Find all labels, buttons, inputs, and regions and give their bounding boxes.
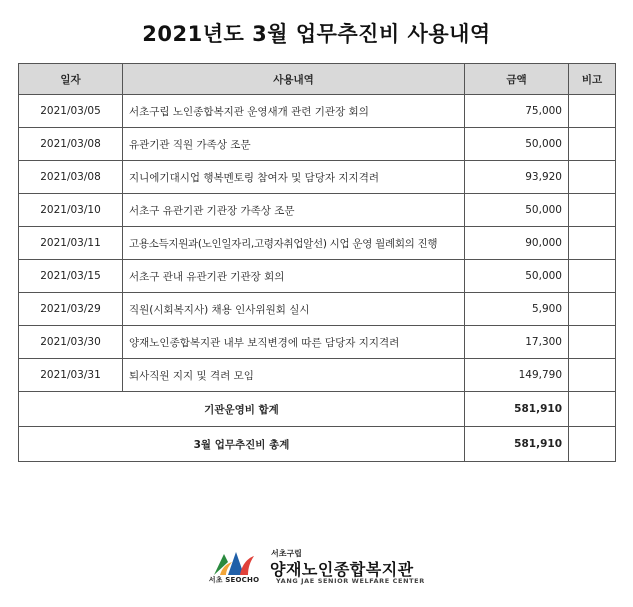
expense-table	[18, 63, 616, 462]
subtotal-label: 기관운영비 합계	[19, 392, 465, 427]
row-description: 지니에기대시업 행복멘토링 참여자 및 담당자 지지격려	[123, 161, 465, 194]
total-amount: 581,910	[465, 427, 569, 462]
row-note	[569, 194, 616, 227]
table-row	[19, 128, 616, 161]
column-header-date: 일자	[19, 64, 123, 95]
subtotal-row	[19, 392, 616, 427]
row-description: 서초구 관내 유관기관 기관장 회의	[123, 260, 465, 293]
row-date: 2021/03/15	[19, 260, 123, 293]
row-amount: 149,790	[465, 359, 569, 392]
row-description: 퇴사직원 지지 및 격려 모임	[123, 359, 465, 392]
row-date: 2021/03/05	[19, 95, 123, 128]
row-date: 2021/03/29	[19, 293, 123, 326]
table-row	[19, 326, 616, 359]
row-description: 유관기관 직원 가족상 조문	[123, 128, 465, 161]
column-header-description: 사용내역	[123, 64, 465, 95]
table-row	[19, 194, 616, 227]
row-amount: 75,000	[465, 95, 569, 128]
row-amount: 5,900	[465, 293, 569, 326]
row-note	[569, 260, 616, 293]
row-amount: 50,000	[465, 194, 569, 227]
row-date: 2021/03/08	[19, 128, 123, 161]
row-description: 직원(시회복지사) 채용 인사위원회 실시	[123, 293, 465, 326]
row-amount: 17,300	[465, 326, 569, 359]
row-date: 2021/03/11	[19, 227, 123, 260]
subtotal-note	[569, 392, 616, 427]
org-sub-label: 서초구립	[271, 549, 302, 558]
row-note	[569, 95, 616, 128]
seocho-logo-text: 서초 SEOCHO	[208, 576, 260, 584]
page-title: 2021년도 3월 업무추진비 사용내역	[142, 22, 491, 46]
row-description: 양재노인종합복지관 내부 보직변경에 따른 담당자 지지격려	[123, 326, 465, 359]
table-row	[19, 95, 616, 128]
seocho-logo-icon	[206, 548, 260, 576]
table-header-row	[19, 64, 616, 95]
row-date: 2021/03/30	[19, 326, 123, 359]
table-row	[19, 260, 616, 293]
table-row	[19, 227, 616, 260]
row-description: 서초구 유관기관 기관장 가족상 조문	[123, 194, 465, 227]
row-note	[569, 359, 616, 392]
row-date: 2021/03/31	[19, 359, 123, 392]
total-label: 3월 업무추진비 총계	[19, 427, 465, 462]
org-name: 양재노인종합복지관	[270, 560, 414, 579]
row-note	[569, 293, 616, 326]
table-row	[19, 161, 616, 194]
row-date: 2021/03/10	[19, 194, 123, 227]
row-amount: 93,920	[465, 161, 569, 194]
row-note	[569, 227, 616, 260]
row-description: 서초구립 노인종합복지관 운영새개 관련 기관장 회의	[123, 95, 465, 128]
total-row	[19, 427, 616, 462]
row-amount: 50,000	[465, 260, 569, 293]
row-note	[569, 161, 616, 194]
org-english-name: YANG JAE SENIOR WELFARE CENTER	[276, 577, 425, 585]
table-row	[19, 293, 616, 326]
subtotal-amount: 581,910	[465, 392, 569, 427]
row-description: 고용소득지원과(노인일자리,고령자취업알선) 시업 운영 월례회의 진행	[123, 227, 465, 260]
row-amount: 50,000	[465, 128, 569, 161]
row-note	[569, 128, 616, 161]
row-amount: 90,000	[465, 227, 569, 260]
column-header-note: 비고	[569, 64, 616, 95]
row-date: 2021/03/08	[19, 161, 123, 194]
table-row	[19, 359, 616, 392]
total-note	[569, 427, 616, 462]
row-note	[569, 326, 616, 359]
column-header-amount: 금액	[465, 64, 569, 95]
